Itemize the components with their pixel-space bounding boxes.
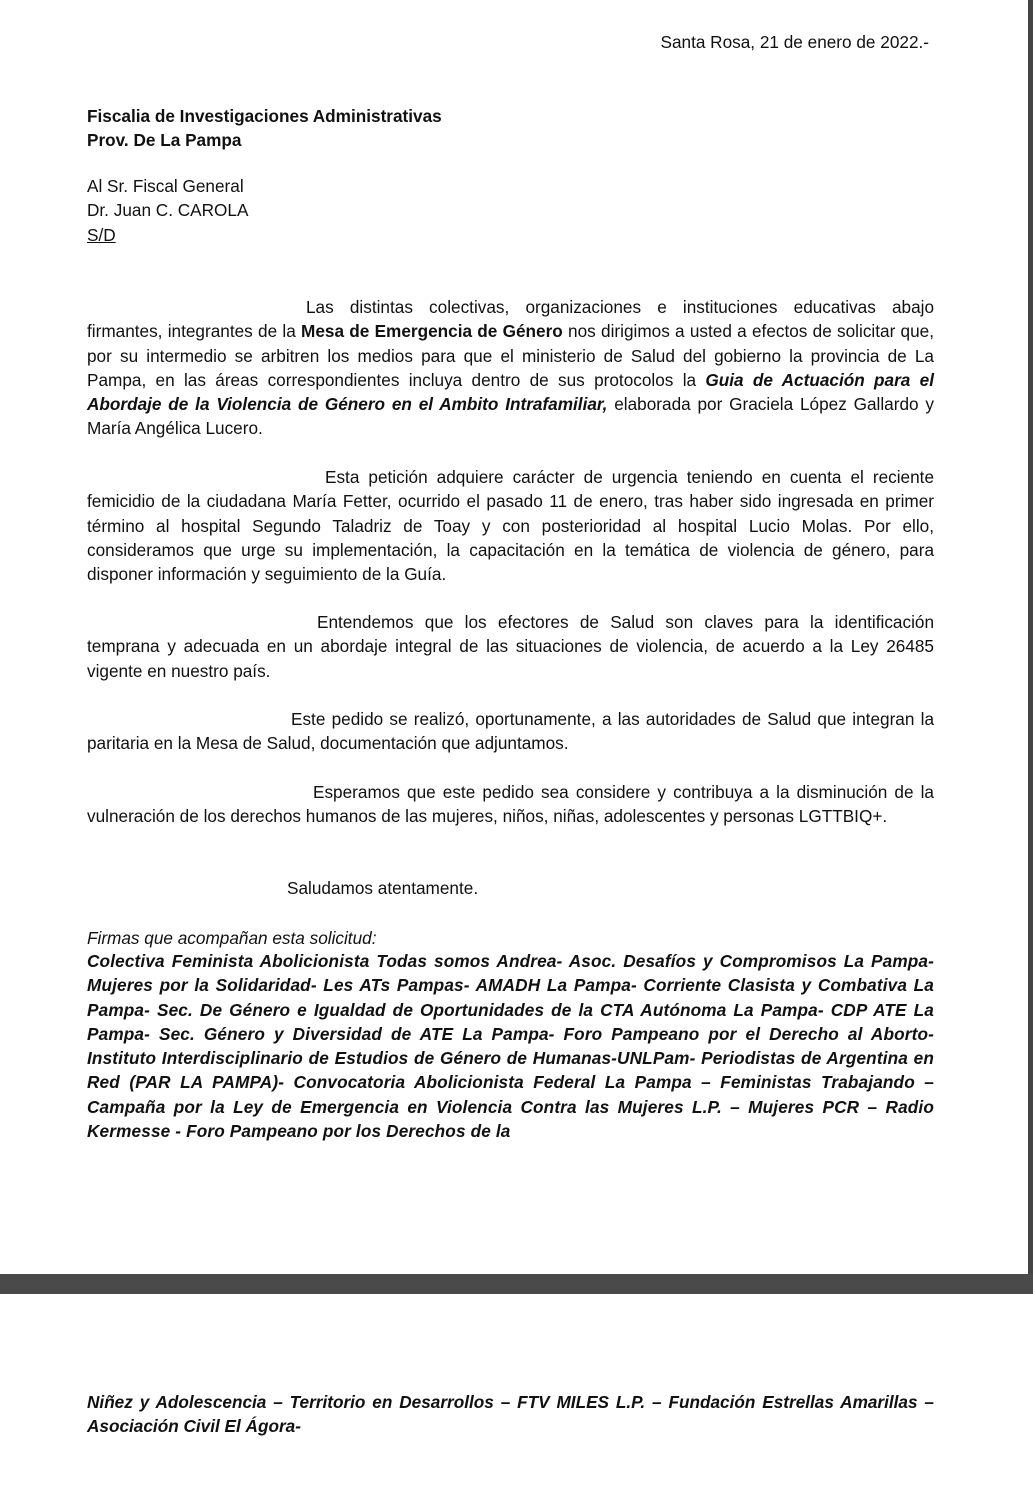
paragraph-1-text-a: Las distintas colectivas, organizaciones e instituciones educativas abajo firmantes, integrantes de la: [87, 297, 934, 342]
letter-date: Santa Rosa, 21 de enero de 2022.-: [660, 32, 929, 52]
document-page-2: [0, 1294, 1033, 1500]
recipient-line-2: Dr. Juan C. CAROLA: [87, 200, 249, 221]
page-divider: [0, 1274, 1033, 1294]
signatures-list: Colectiva Feminista Abolicionista Todas somos Andrea- Asoc. Desafíos y Compromisos La Pampa- Mujeres por la Solidaridad- Les ATs Pampas- AMADH La Pampa- Corriente Clasista y Combativa La Pampa- Sec. De Género e Igualdad de Oportunidades de la CTA Autónoma La Pampa- CDP ATE La Pampa- Sec. Género y Diversidad de ATE La Pampa- Foro Pampeano por el Derecho al Aborto- Instituto Interdisciplinario de Estudios de Género de Humanas-UNLPam- Periodistas de Argentina en Red (PAR LA PAMPA)- Convocatoria Abolicionista Federal La Pampa – Feministas Trabajando – Campaña por la Ley de Emergencia en Violencia Contra las Mujeres L.P. – Mujeres PCR – Radio Kermesse - Foro Pampeano por los Derechos de la: [87, 951, 934, 1142]
recipient-line-1: Al Sr. Fiscal General: [87, 176, 244, 196]
addressee-line-1: Fiscalia de Investigaciones Administrativas: [87, 106, 442, 126]
recipient-block: [87, 174, 934, 247]
paragraph-1-text-b: nos dirigimos a usted a efectos de solicitar que, por su intermedio se arbitren los medios para que el ministerio de Salud del gobierno la provincia de La Pampa, en las áreas correspondientes incluya dentro de sus protocolos la: [87, 321, 935, 390]
addressee-line-2: Prov. De La Pampa: [87, 130, 242, 151]
paragraph-1-text-c: elaborada por Graciela López Gallardo y María Angélica Lucero.: [87, 394, 934, 439]
signatures-intro: Firmas que acompañan esta solicitud:: [87, 928, 377, 948]
paragraph-2: Esta petición adquiere carácter de urgencia teniendo en cuenta el reciente femicidio de la ciudadana María Fetter, ocurrido el pasado 11 de enero, tras haber sido ingresada en primer término al hospital Segundo Taladriz de Toay y con posterioridad al hospital Lucio Molas. Por ello, consideramos que urge su implementación, la capacitación en la temática de violencia de género, para disponer información y seguimiento de la Guía.: [87, 467, 934, 585]
recipient-line-3: S/D: [87, 224, 116, 245]
paragraph-3: Entendemos que los efectores de Salud son claves para la identificación temprana y adecuada en un abordaje integral de las situaciones de violencia, de acuerdo a la Ley 26485 vigente en nuestro país.: [87, 612, 934, 681]
signatures-list-continued: Niñez y Adolescencia – Territorio en Desarrollos – FTV MILES L.P. – Fundación Estrellas Amarillas – Asociación Civil El Ágora-: [87, 1392, 934, 1437]
addressee-block: [87, 104, 934, 153]
paragraph-1: [87, 295, 934, 441]
paragraph-4: Este pedido se realizó, oportunamente, a las autoridades de Salud que integran la paritaria en la Mesa de Salud, documentación que adjuntamos.: [87, 709, 934, 754]
paragraph-5: Esperamos que este pedido sea considere y contribuya a la disminución de la vulneración de los derechos humanos de las mujeres, niños, niñas, adolescentes y personas LGTTBIQ+.: [87, 782, 934, 827]
paragraph-1-guide-title: Guia de Actuación para el Abordaje de la Violencia de Género en el Ambito Intrafamiliar,: [87, 369, 934, 415]
paragraph-1-bold: Mesa de Emergencia de Género: [301, 321, 563, 342]
closing: Saludamos atentamente.: [287, 878, 479, 898]
